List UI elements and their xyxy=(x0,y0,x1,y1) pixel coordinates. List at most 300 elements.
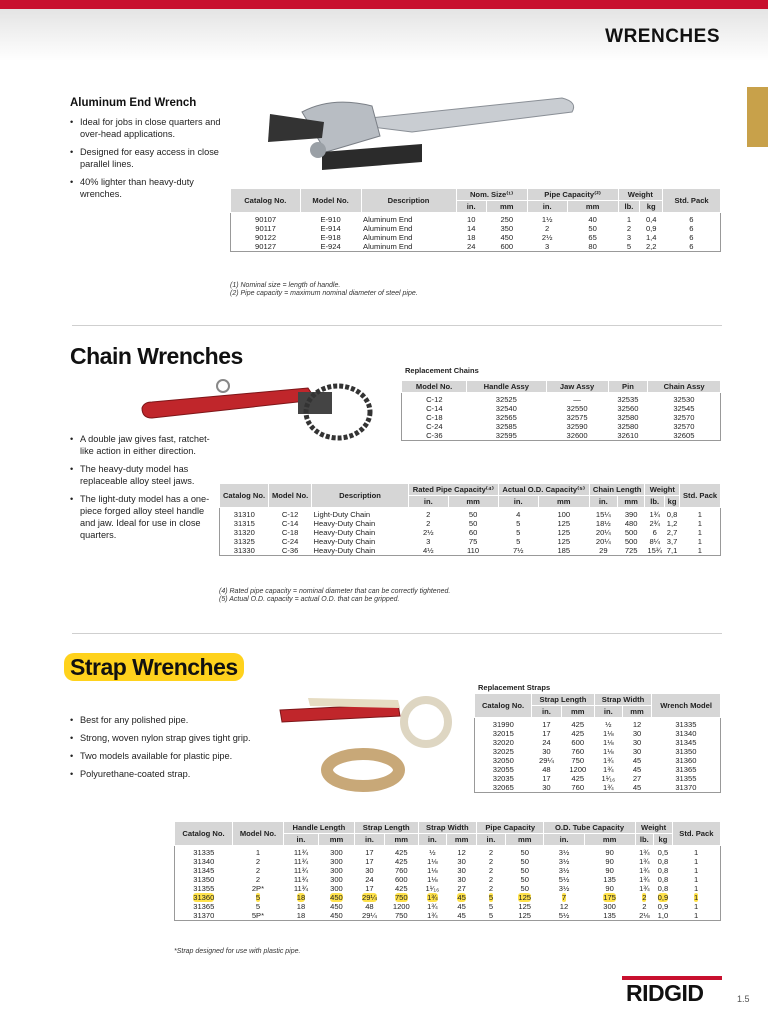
table-cell: 1 xyxy=(697,537,702,546)
table-cell: 3 xyxy=(545,242,550,251)
highlighted-value: 5 xyxy=(255,893,261,902)
table-cell: Aluminum End xyxy=(363,215,413,224)
table-cell: 24 xyxy=(365,875,374,884)
table-cell: 32565 xyxy=(495,413,517,422)
table-row xyxy=(175,911,721,921)
table-cell: 1¾ xyxy=(603,783,614,792)
table-cell: 50 xyxy=(520,866,529,875)
table-cell: 48 xyxy=(365,902,374,911)
table-row xyxy=(402,404,721,413)
table-cell: 80 xyxy=(588,242,597,251)
table-cell: Heavy-Duty Chain xyxy=(313,528,376,537)
table-cell: 250 xyxy=(500,215,514,224)
col-model: Model No. xyxy=(233,822,284,846)
table-cell: 20¼ xyxy=(595,528,611,537)
table-cell: 45 xyxy=(457,902,466,911)
chain-table xyxy=(219,483,721,556)
highlighted-value: 45 xyxy=(457,893,466,902)
table-cell: 30 xyxy=(457,866,466,875)
table-cell: 31315 xyxy=(233,519,255,528)
table-cell: 0,4 xyxy=(645,215,657,224)
col-strap-length: Strap Length xyxy=(354,822,418,834)
table-cell: 1¾ xyxy=(603,756,614,765)
table-cell: 500 xyxy=(624,528,638,537)
table-cell: 90127 xyxy=(255,242,277,251)
aluminum-wrench-image xyxy=(262,92,582,182)
highlighted-value: 1¾ xyxy=(427,893,438,902)
table-cell: 0,8 xyxy=(657,857,669,866)
table-row xyxy=(475,765,721,774)
table-cell: ½ xyxy=(429,848,436,857)
table-cell: C-12 xyxy=(426,395,443,404)
strap-heading xyxy=(64,654,244,681)
table-cell: C-12 xyxy=(281,510,299,519)
table-row xyxy=(220,537,721,546)
table-cell: 6 xyxy=(689,224,694,233)
table-cell: 32525 xyxy=(495,395,517,404)
table-cell: 5 xyxy=(626,242,632,251)
table-cell: E-910 xyxy=(320,215,341,224)
table-row xyxy=(175,866,721,875)
bullet-item: • Ideal for jobs in close quarters and over-head applications. xyxy=(70,116,228,140)
aluminum-table xyxy=(230,188,721,252)
sub-kg: kg xyxy=(665,496,680,508)
table-cell: 31310 xyxy=(233,510,255,519)
table-cell: 31340 xyxy=(193,857,215,866)
table-cell: 2 xyxy=(626,224,632,233)
table-cell: 31335 xyxy=(193,848,215,857)
table-cell: 32600 xyxy=(566,431,588,440)
table-cell: 1 xyxy=(693,884,699,893)
table-cell: 18½ xyxy=(595,519,611,528)
table-cell: Heavy-Duty Chain xyxy=(313,537,376,546)
table-cell: 10 xyxy=(467,215,476,224)
table-cell: 32550 xyxy=(566,404,588,413)
table-cell xyxy=(584,893,635,902)
table-cell: 1½ xyxy=(541,215,553,224)
table-cell: 31330 xyxy=(233,546,255,555)
table-cell: 1 xyxy=(693,911,699,920)
table-cell: 725 xyxy=(624,546,638,555)
table-cell: 32015 xyxy=(492,729,514,738)
table-cell: 32580 xyxy=(617,422,639,431)
table-cell: 11¾ xyxy=(293,866,309,875)
table-cell: 40 xyxy=(588,215,597,224)
page-title: WRENCHES xyxy=(605,26,720,47)
table-cell: 2,7 xyxy=(666,528,678,537)
sub-mm: mm xyxy=(538,496,589,508)
table-cell: 2 xyxy=(488,857,494,866)
table-cell: 425 xyxy=(571,729,585,738)
table-cell: 300 xyxy=(330,848,343,857)
footnote-5: (5) Actual O.D. capacity = actual O.D. that can be gripped. xyxy=(219,596,400,603)
chain-bullets xyxy=(70,433,220,547)
table-cell: 30 xyxy=(457,875,466,884)
table-cell: 300 xyxy=(330,857,343,866)
table-cell: 5½ xyxy=(558,875,570,884)
table-cell xyxy=(635,893,654,902)
table-row xyxy=(402,413,721,422)
table-cell: 760 xyxy=(571,747,585,756)
table-cell: 1⅛ xyxy=(427,857,438,866)
table-row xyxy=(475,738,721,747)
col-weight: Weight xyxy=(618,189,663,201)
rep-col-header: Jaw Assy xyxy=(546,381,608,393)
highlighted-value: 0,9 xyxy=(657,893,669,902)
table-cell: 20¼ xyxy=(595,537,611,546)
table-row xyxy=(175,857,721,866)
table-cell: 29¼ xyxy=(362,911,377,920)
table-cell: 6 xyxy=(689,215,694,224)
bullet-item: • Best for any polished pipe. xyxy=(70,714,270,726)
col-nom-size: Nom. Size⁽¹⁾ xyxy=(456,189,527,201)
table-cell: 31325 xyxy=(233,537,255,546)
table-cell: 29 xyxy=(599,546,608,555)
col-description: Description xyxy=(361,189,456,213)
sub-in: in. xyxy=(283,834,318,846)
table-row xyxy=(220,519,721,528)
table-cell: 350 xyxy=(500,224,514,233)
table-cell: 31340 xyxy=(675,729,697,738)
table-cell: C-18 xyxy=(281,528,299,537)
bullet-item: • The light-duty model has a one-piece forged alloy steel handle and jaw. Ideal for use in close quarters. xyxy=(70,493,220,541)
divider xyxy=(72,633,722,634)
table-cell: 1¹⁄₁₆ xyxy=(601,774,616,783)
table-cell: 32540 xyxy=(495,404,517,413)
highlighted-value: 29¼ xyxy=(362,893,377,902)
table-cell: 3 xyxy=(626,233,632,242)
table-cell: 3½ xyxy=(558,857,570,866)
table-row xyxy=(175,875,721,884)
table-cell: 18 xyxy=(296,902,306,911)
table-cell: 32570 xyxy=(673,422,695,431)
table-cell: 1⅛ xyxy=(603,747,614,756)
table-cell: 90122 xyxy=(255,233,277,242)
table-cell: 5 xyxy=(516,519,521,528)
table-cell: 1,4 xyxy=(645,233,657,242)
table-cell: 12 xyxy=(457,848,466,857)
table-cell: 2 xyxy=(488,875,494,884)
table-cell: 32025 xyxy=(492,747,514,756)
table-cell: 17 xyxy=(365,857,374,866)
table-cell: 75 xyxy=(468,537,478,546)
table-cell: C-24 xyxy=(426,422,443,431)
table-cell: Light-Duty Chain xyxy=(313,510,371,519)
table-cell: 300 xyxy=(603,902,616,911)
col-actual-capacity: Actual O.D. Capacity⁽⁵⁾ xyxy=(498,484,589,496)
aluminum-bullets xyxy=(70,116,228,206)
col-description: Description xyxy=(312,484,409,508)
table-cell: 750 xyxy=(571,756,585,765)
col-rated-capacity: Rated Pipe Capacity⁽⁴⁾ xyxy=(409,484,499,496)
table-cell: 2 xyxy=(426,510,431,519)
table-cell: 31370 xyxy=(193,911,215,920)
table-cell: 1 xyxy=(626,215,632,224)
table-cell: 32545 xyxy=(673,404,695,413)
sub-in: in. xyxy=(532,706,562,718)
sub-in: in. xyxy=(456,201,486,213)
table-cell: 1 xyxy=(255,848,261,857)
table-cell: 17 xyxy=(365,848,374,857)
col-model: Model No. xyxy=(300,189,361,213)
sub-mm: mm xyxy=(561,706,594,718)
table-cell: 12 xyxy=(559,902,569,911)
table-cell: 1¾ xyxy=(427,911,438,920)
aluminum-footnotes xyxy=(230,282,418,298)
table-cell: 31360 xyxy=(675,756,697,765)
col-strap-length: Strap Length xyxy=(532,694,595,706)
sub-mm: mm xyxy=(385,834,419,846)
table-cell: 30 xyxy=(632,738,642,747)
divider xyxy=(72,325,722,326)
table-cell: 1¾ xyxy=(639,875,650,884)
table-cell: 31335 xyxy=(675,720,697,729)
sub-mm: mm xyxy=(448,496,498,508)
highlighted-value: 7 xyxy=(561,893,567,902)
table-cell: 32020 xyxy=(492,738,514,747)
highlighted-value: 1 xyxy=(693,893,699,902)
table-row xyxy=(175,846,721,858)
col-catalog: Catalog No. xyxy=(220,484,269,508)
sub-in: in. xyxy=(498,496,538,508)
table-cell: 425 xyxy=(394,884,408,893)
table-row xyxy=(402,431,721,441)
highlighted-value: 5 xyxy=(488,893,494,902)
table-cell: 27 xyxy=(457,884,466,893)
bullet-item: • Two models available for plastic pipe. xyxy=(70,750,270,762)
table-cell: 1 xyxy=(697,528,702,537)
bullet-item: • Strong, woven nylon strap gives tight grip. xyxy=(70,732,270,744)
table-cell: 32530 xyxy=(673,395,695,404)
table-cell xyxy=(354,893,384,902)
table-cell: 2⅛ xyxy=(639,911,650,920)
table-cell: 30 xyxy=(542,747,551,756)
highlighted-value: 450 xyxy=(330,893,343,902)
bullet-item: • 40% lighter than heavy-duty wrenches. xyxy=(70,176,228,200)
table-cell: C-14 xyxy=(426,404,443,413)
table-cell: E-924 xyxy=(320,242,341,251)
col-std-pack: Std. Pack xyxy=(663,189,721,213)
table-cell: 14 xyxy=(467,224,476,233)
sub-lb: lb. xyxy=(618,201,640,213)
sub-in: in. xyxy=(544,834,584,846)
table-cell: 2½ xyxy=(422,528,434,537)
table-cell: 32065 xyxy=(492,783,514,792)
table-cell: 1¹⁄₁₆ xyxy=(425,884,440,893)
rep-col-header: Chain Assy xyxy=(648,381,721,393)
table-cell: 1200 xyxy=(569,765,587,774)
sub-lb: lb. xyxy=(635,834,654,846)
table-cell: 600 xyxy=(500,242,514,251)
table-cell: 45 xyxy=(632,783,642,792)
table-row xyxy=(220,508,721,520)
brand-logo: RIDGID xyxy=(626,980,704,1006)
table-row xyxy=(220,546,721,556)
sub-mm: mm xyxy=(486,201,527,213)
col-catalog: Catalog No. xyxy=(175,822,233,846)
table-cell: 1¾ xyxy=(639,857,650,866)
sub-mm: mm xyxy=(584,834,635,846)
sub-mm: mm xyxy=(567,201,618,213)
table-cell: 3,7 xyxy=(666,537,678,546)
table-cell: 1,0 xyxy=(657,911,669,920)
table-cell: 31365 xyxy=(675,765,697,774)
sub-lb: lb. xyxy=(645,496,665,508)
table-cell xyxy=(505,893,544,902)
table-cell: 2 xyxy=(642,902,647,911)
table-cell xyxy=(175,893,233,902)
strap-table xyxy=(174,821,721,921)
sub-in: in. xyxy=(594,706,622,718)
col-chain-length: Chain Length xyxy=(589,484,645,496)
table-cell: 50 xyxy=(520,857,529,866)
col-weight: Weight xyxy=(635,822,672,834)
table-cell: 1 xyxy=(697,546,702,555)
table-cell: Aluminum End xyxy=(363,224,413,233)
table-cell: 65 xyxy=(588,233,597,242)
table-cell: 32575 xyxy=(566,413,588,422)
table-cell: 90 xyxy=(605,857,614,866)
footnote-1: (1) Nominal size = length of handle. xyxy=(230,282,341,289)
top-red-bar xyxy=(0,0,768,9)
table-cell: 15¾ xyxy=(647,546,663,555)
replacement-straps-caption: Replacement Straps xyxy=(478,683,551,692)
table-cell: 0,9 xyxy=(645,224,657,233)
table-cell: 760 xyxy=(571,783,585,792)
strap-bullets xyxy=(70,714,270,786)
table-cell: 5 xyxy=(255,902,261,911)
table-cell: 50 xyxy=(588,224,597,233)
table-cell: 45 xyxy=(632,756,642,765)
sub-in: in. xyxy=(477,834,506,846)
table-cell: 5 xyxy=(488,902,494,911)
table-cell: 50 xyxy=(520,875,529,884)
table-cell: 4½ xyxy=(422,546,434,555)
highlighted-value: 125 xyxy=(518,893,532,902)
col-wrench-model: Wrench Model xyxy=(652,694,721,718)
highlighted-value: 31360 xyxy=(193,893,215,902)
table-cell: 18 xyxy=(467,233,476,242)
table-cell: 0,8 xyxy=(657,884,669,893)
table-cell: 11¾ xyxy=(293,848,309,857)
table-cell: 12 xyxy=(632,720,642,729)
sub-mm: mm xyxy=(505,834,544,846)
table-cell: 32605 xyxy=(673,431,695,440)
table-row xyxy=(231,224,721,233)
table-cell: Heavy-Duty Chain xyxy=(313,519,376,528)
table-cell: 3 xyxy=(426,537,431,546)
table-cell: 17 xyxy=(542,720,551,729)
sub-in: in. xyxy=(418,834,447,846)
table-cell: 5 xyxy=(488,911,494,920)
table-row xyxy=(475,747,721,756)
sub-mm: mm xyxy=(319,834,355,846)
table-cell: Aluminum End xyxy=(363,242,413,251)
table-cell: 390 xyxy=(624,510,638,519)
table-cell: 11¾ xyxy=(293,857,309,866)
table-cell: 32580 xyxy=(617,413,639,422)
table-cell: 2 xyxy=(488,884,494,893)
table-cell: 1¾ xyxy=(639,848,650,857)
table-cell: 45 xyxy=(457,911,466,920)
table-cell: C-36 xyxy=(281,546,299,555)
table-cell: 15¼ xyxy=(595,510,611,519)
table-cell: 30 xyxy=(632,747,642,756)
col-strap-width: Strap Width xyxy=(594,694,652,706)
table-cell xyxy=(319,893,355,902)
replacement-straps-table xyxy=(474,693,721,793)
bullet-item: • Designed for easy access in close parallel lines. xyxy=(70,146,228,170)
table-cell: 300 xyxy=(330,884,343,893)
table-cell: 480 xyxy=(624,519,638,528)
table-cell: 24 xyxy=(542,738,551,747)
highlighted-value: 18 xyxy=(296,893,306,902)
replacement-chains-table xyxy=(401,380,721,441)
table-cell: 32570 xyxy=(673,413,695,422)
table-cell: 31990 xyxy=(492,720,514,729)
table-cell: 32585 xyxy=(495,422,517,431)
table-cell: 1¾ xyxy=(603,765,614,774)
table-cell: 30 xyxy=(542,783,551,792)
table-cell: 31350 xyxy=(675,747,697,756)
table-cell: 27 xyxy=(632,774,642,783)
table-cell: 425 xyxy=(571,774,585,783)
table-cell: 90 xyxy=(605,884,614,893)
table-cell: 3½ xyxy=(558,866,570,875)
table-cell: 135 xyxy=(603,875,616,884)
table-cell: 18 xyxy=(296,911,306,920)
table-cell: 1 xyxy=(693,875,699,884)
strap-heading-text: Strap Wrenches xyxy=(64,653,244,681)
table-cell: 1 xyxy=(693,866,699,875)
table-cell: 11¾ xyxy=(293,875,309,884)
table-cell: 7,1 xyxy=(666,546,678,555)
table-cell: 31355 xyxy=(193,884,215,893)
table-cell: 50 xyxy=(520,848,529,857)
table-cell: 60 xyxy=(468,528,478,537)
bullet-item: • A double jaw gives fast, ratchet-like action in either direction. xyxy=(70,433,220,457)
section-tab xyxy=(747,87,768,147)
table-cell: 425 xyxy=(571,720,585,729)
table-cell: 32050 xyxy=(492,756,514,765)
table-cell xyxy=(418,893,447,902)
table-cell: 8¼ xyxy=(649,537,661,546)
table-cell: 32610 xyxy=(617,431,639,440)
table-cell: 31365 xyxy=(193,902,215,911)
sub-kg: kg xyxy=(654,834,673,846)
table-cell: 24 xyxy=(467,242,476,251)
table-cell: Aluminum End xyxy=(363,233,413,242)
table-cell: 90 xyxy=(605,866,614,875)
table-cell xyxy=(233,893,284,902)
table-cell: ½ xyxy=(605,720,612,729)
table-cell: 3½ xyxy=(558,884,570,893)
table-cell: 90107 xyxy=(255,215,277,224)
table-cell: 6 xyxy=(689,233,694,242)
table-cell: E-918 xyxy=(320,233,341,242)
table-cell: — xyxy=(573,395,581,404)
table-cell: 125 xyxy=(518,911,532,920)
table-cell: 125 xyxy=(557,537,571,546)
table-cell: 0,5 xyxy=(657,848,669,857)
table-cell xyxy=(654,893,673,902)
table-cell: 1¾ xyxy=(427,902,438,911)
col-catalog: Catalog No. xyxy=(231,189,301,213)
table-cell: 185 xyxy=(557,546,571,555)
sub-in: in. xyxy=(589,496,617,508)
table-cell: 1 xyxy=(697,519,702,528)
table-cell: C-36 xyxy=(426,431,443,440)
